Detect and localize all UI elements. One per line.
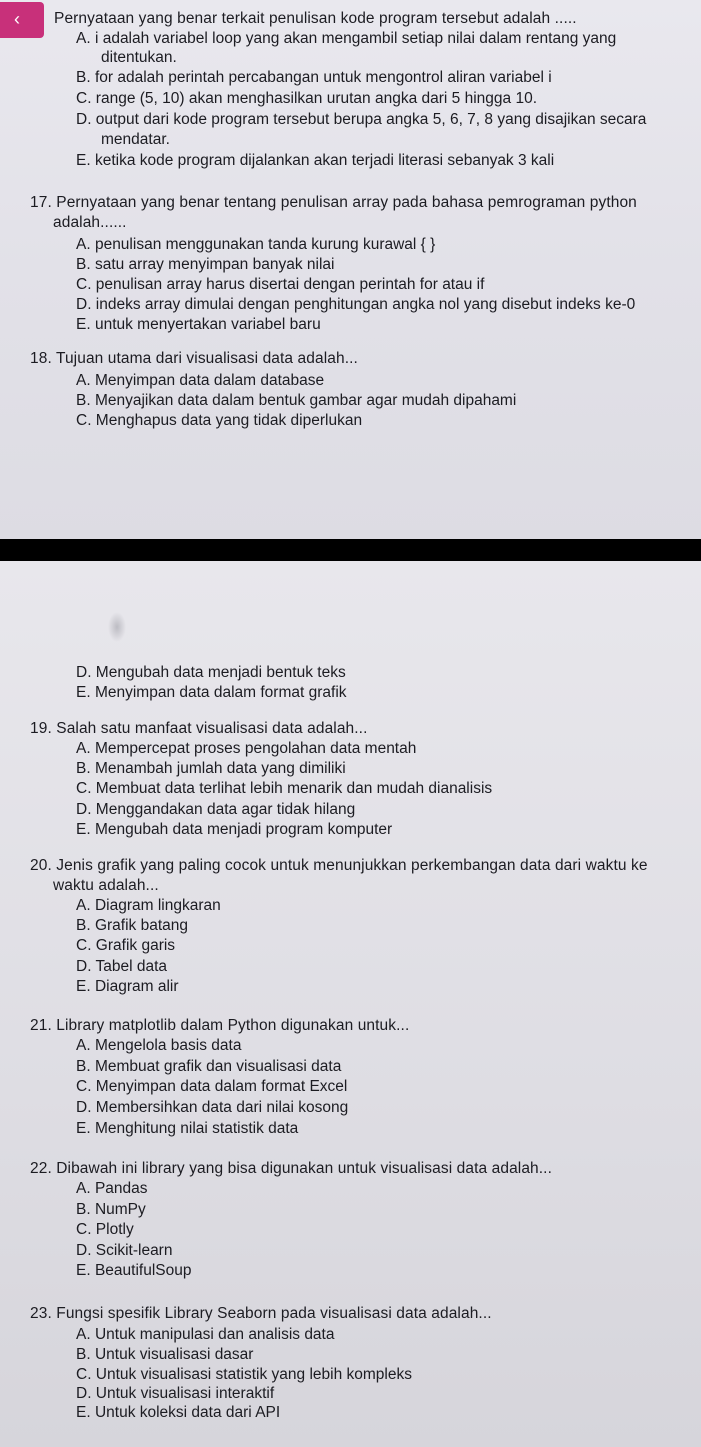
option-c[interactable]: C. penulisan array harus disertai dengan perintah for atau if [76,276,485,293]
option-e[interactable]: E. ketika kode program dijalankan akan terjadi literasi sebanyak 3 kali [76,152,555,169]
option-d[interactable]: D. Membersihkan data dari nilai kosong [76,1099,349,1116]
page-panel-top [0,0,701,539]
option-b[interactable]: B. Menambah jumlah data yang dimiliki [76,760,346,777]
option-a[interactable]: A. Untuk manipulasi dan analisis data [76,1326,335,1343]
option-c[interactable]: C. Menghapus data yang tidak diperlukan [76,412,363,429]
question-stem: 21. Library matplotlib dalam Python digunakan untuk... [30,1017,410,1034]
option-d[interactable]: D. Scikit-learn [76,1242,173,1259]
option-e[interactable]: E. BeautifulSoup [76,1262,192,1279]
option-e[interactable]: E. Menyimpan data dalam format grafik [76,684,347,701]
option-d[interactable]: D. Untuk visualisasi interaktif [76,1385,275,1402]
option-b[interactable]: B. Grafik batang [76,917,189,934]
page-panel-bottom [0,561,701,1447]
option-b[interactable]: B. NumPy [76,1201,146,1218]
back-tab[interactable] [0,2,44,38]
option-d-continued: mendatar. [101,131,170,148]
question-stem: 19. Salah satu manfaat visualisasi data adalah... [30,720,368,737]
option-c[interactable]: C. Plotly [76,1221,134,1238]
option-b[interactable]: B. Membuat grafik dan visualisasi data [76,1058,342,1075]
option-a[interactable]: A. i adalah variabel loop yang akan mengambil setiap nilai dalam rentang yang [76,30,617,47]
option-a[interactable]: A. Pandas [76,1180,148,1197]
question-stem: 22. Dibawah ini library yang bisa digunakan untuk visualisasi data adalah... [30,1160,552,1177]
option-e[interactable]: E. Diagram alir [76,978,179,995]
option-c[interactable]: C. Grafik garis [76,937,176,954]
option-a-continued: ditentukan. [101,49,177,66]
option-a[interactable]: A. penulisan menggunakan tanda kurung kurawal { } [76,236,436,253]
option-e[interactable]: E. Mengubah data menjadi program komputer [76,821,393,838]
option-b[interactable]: B. Menyajikan data dalam bentuk gambar agar mudah dipahami [76,392,517,409]
paper-smudge [108,612,126,642]
option-a[interactable]: A. Diagram lingkaran [76,897,221,914]
option-a[interactable]: A. Mempercepat proses pengolahan data mentah [76,740,417,757]
option-b[interactable]: B. satu array menyimpan banyak nilai [76,256,335,273]
option-d[interactable]: D. Tabel data [76,958,168,975]
option-d[interactable]: D. Menggandakan data agar tidak hilang [76,801,356,818]
option-e[interactable]: E. untuk menyertakan variabel baru [76,316,321,333]
option-b[interactable]: B. Untuk visualisasi dasar [76,1346,254,1363]
option-b[interactable]: B. for adalah perintah percabangan untuk mengontrol aliran variabel i [76,69,552,86]
option-c[interactable]: C. Menyimpan data dalam format Excel [76,1078,348,1095]
option-c[interactable]: C. Untuk visualisasi statistik yang lebih kompleks [76,1366,412,1383]
option-d[interactable]: D. Mengubah data menjadi bentuk teks [76,664,346,681]
question-stem: 18. Tujuan utama dari visualisasi data adalah... [30,350,358,367]
question-stem-continued: waktu adalah... [53,877,159,894]
question-stem: 23. Fungsi spesifik Library Seaborn pada visualisasi data adalah... [30,1305,492,1322]
chevron-left-icon: ‹ [14,9,20,29]
question-stem-continued: adalah...... [53,214,127,231]
option-d[interactable]: D. output dari kode program tersebut berupa angka 5, 6, 7, 8 yang disajikan secara [76,111,647,128]
question-stem: Pernyataan yang benar terkait penulisan kode program tersebut adalah ..... [54,10,577,27]
option-e[interactable]: E. Menghitung nilai statistik data [76,1120,299,1137]
option-a[interactable]: A. Mengelola basis data [76,1037,242,1054]
option-e[interactable]: E. Untuk koleksi data dari API [76,1404,281,1421]
option-c[interactable]: C. Membuat data terlihat lebih menarik dan mudah dianalisis [76,780,493,797]
option-d[interactable]: D. indeks array dimulai dengan penghitungan angka nol yang disebut indeks ke-0 [76,296,636,313]
option-c[interactable]: C. range (5, 10) akan menghasilkan urutan angka dari 5 hingga 10. [76,90,537,107]
option-a[interactable]: A. Menyimpan data dalam database [76,372,325,389]
question-stem: 20. Jenis grafik yang paling cocok untuk menunjukkan perkembangan data dari waktu ke [30,857,648,874]
question-stem: 17. Pernyataan yang benar tentang penulisan array pada bahasa pemrograman python [30,194,637,211]
